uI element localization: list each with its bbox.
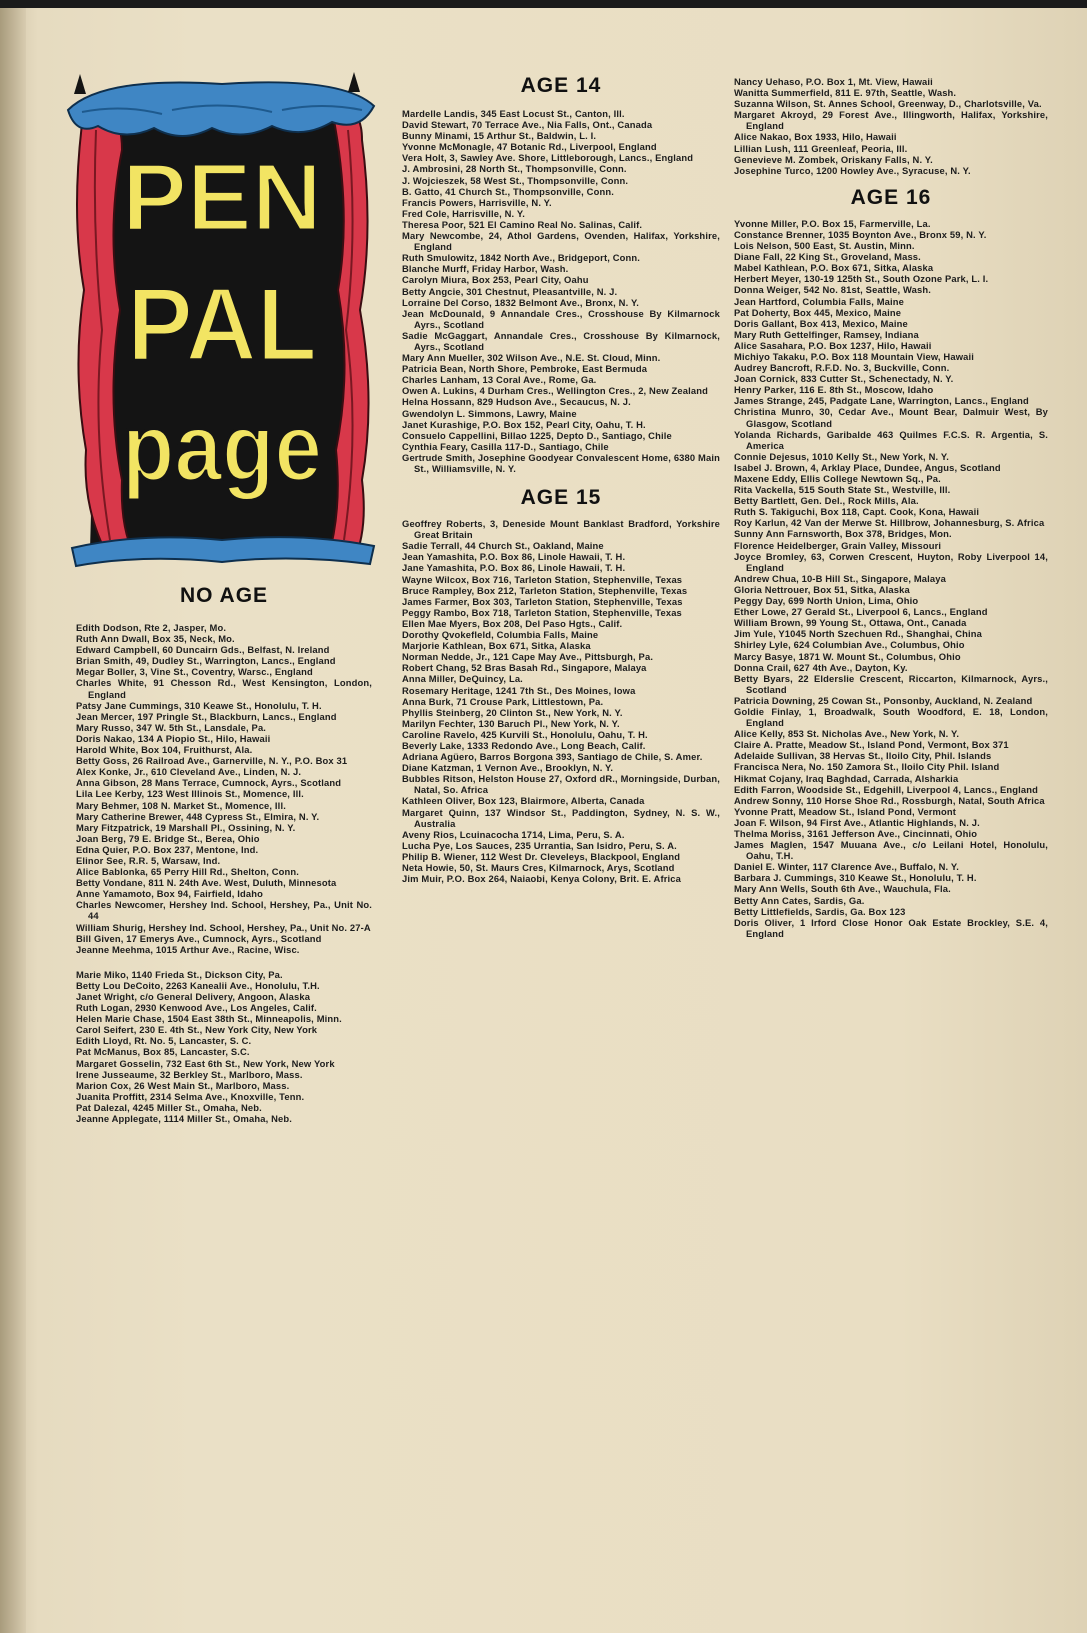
pen-pal-entry: Edna Quier, P.O. Box 237, Mentone, Ind. — [76, 843, 259, 855]
pen-pal-entry: Anne Yamamoto, Box 94, Fairfield, Idaho — [76, 888, 263, 900]
pen-pal-entry: Gertrude Smith, Josephine Goodyear Convalescent Home, 6380 Main St., Williamsville, N. Y. — [402, 451, 720, 474]
pen-pal-entry: Betty Ann Cates, Sardis, Ga. — [734, 894, 865, 906]
pen-pal-entry: Aveny Rios, Lcuinacocha 1714, Lima, Peru, S. A. — [402, 828, 625, 840]
pen-pal-entry: Juanita Proffitt, 2314 Selma Ave., Knoxville, Tenn. — [76, 1090, 305, 1102]
pen-pal-entry: Helen Marie Chase, 1504 East 38th St., Minneapolis, Minn. — [76, 1013, 342, 1025]
pen-pal-entry: Ellen Mae Myers, Box 208, Del Paso Hgts., Calif. — [402, 617, 623, 629]
pen-pal-entry: Yvonne McMonagle, 47 Botanic Rd., Liverpool, England — [402, 141, 657, 153]
pen-pal-entry: Brian Smith, 49, Dudley St., Warrington, Lancs., England — [76, 655, 336, 667]
pen-pal-entry: Janet Kurashige, P.O. Box 152, Pearl City, Oahu, T. H. — [402, 418, 646, 430]
pen-pal-entry: Jeanne Meehma, 1015 Arthur Ave., Racine, Wisc. — [76, 943, 300, 955]
list-no-age-continued — [76, 969, 372, 1124]
pen-pal-entry: Kathleen Oliver, Box 123, Blairmore, Alberta, Canada — [402, 795, 645, 807]
pen-pal-entry: Andrew Chua, 10-B Hill St., Singapore, Malaya — [734, 572, 947, 584]
pen-pal-entry: William Brown, 99 Young St., Ottawa, Ont., Canada — [734, 617, 967, 629]
list-age-16 — [734, 218, 1048, 939]
pen-pal-entry: Shirley Lyle, 624 Columbian Ave., Columbus, Ohio — [734, 639, 965, 651]
pen-pal-entry: Henry Parker, 116 E. 8th St., Moscow, Idaho — [734, 384, 934, 396]
pen-pal-entry: Elinor See, R.R. 5, Warsaw, Ind. — [76, 854, 221, 866]
column-1 — [76, 0, 372, 1124]
pen-pal-entry: Lucha Pye, Los Sauces, 235 Urrantia, San Isidro, Peru, S. A. — [402, 839, 677, 851]
pen-pal-entry: Jim Muir, P.O. Box 264, Naiaobi, Kenya Colony, Brit. E. Africa — [402, 873, 681, 885]
pen-pal-entry: Hikmat Cojany, Iraq Baghdad, Carrada, Alsharkia — [734, 772, 959, 784]
pen-pal-entry: Lorraine Del Corso, 1832 Belmont Ave., Bronx, N. Y. — [402, 296, 640, 308]
pen-pal-entry: Theresa Poor, 521 El Camino Real No. Salinas, Calif. — [402, 218, 643, 230]
pen-pal-entry: J. Wojcieszek, 58 West St., Thompsonville, Conn. — [402, 174, 629, 186]
pen-pal-entry: Francisca Nera, No. 150 Zamora St., Iloilo City Phil. Island — [734, 761, 1000, 773]
pen-pal-entry: Patricia Downing, 25 Cowan St., Ponsonby, Auckland, N. Zealand — [734, 694, 1033, 706]
pen-pal-entry: Betty Goss, 26 Railroad Ave., Garnerville, N. Y., P.O. Box 31 — [76, 755, 348, 767]
pen-pal-entry: Daniel E. Winter, 117 Clarence Ave., Buffalo, N. Y. — [734, 861, 960, 873]
heading-no-age: NO AGE — [179, 584, 269, 607]
pen-pal-entry: Harold White, Box 104, Fruithurst, Ala. — [76, 744, 253, 756]
pen-pal-entry: Pat Doherty, Box 445, Mexico, Maine — [734, 306, 902, 318]
pen-pal-entry: Mary Behmer, 108 N. Market St., Momence, Ill. — [76, 799, 286, 811]
pen-pal-entry: Phyllis Steinberg, 20 Clinton St., New York, N. Y. — [402, 706, 623, 718]
pen-pal-entry: J. Ambrosini, 28 North St., Thompsonville, Conn. — [402, 163, 627, 175]
pen-pal-entry: Patsy Jane Cummings, 310 Keawe St., Honolulu, T. H. — [76, 699, 322, 711]
list-age-15-continued — [734, 76, 1048, 176]
pen-pal-entry: Mardelle Landis, 345 East Locust St., Canton, Ill. — [402, 108, 625, 119]
pen-pal-entry: Connie Dejesus, 1010 Kelly St., New York, N. Y. — [734, 450, 949, 462]
pen-pal-entry: Mary Fitzpatrick, 19 Marshall Pl., Ossining, N. Y. — [76, 821, 296, 833]
pen-pal-entry: Marjorie Kathlean, Box 671, Sitka, Alaska — [402, 640, 591, 652]
pen-pal-entry: Donna Weiger, 542 No. 81st, Seattle, Wash. — [734, 284, 931, 296]
pen-pal-entry: Thelma Moriss, 3161 Jefferson Ave., Cincinnati, Ohio — [734, 828, 978, 839]
pen-pal-entry: Herbert Meyer, 130-19 125th St., South Ozone Park, L. I. — [734, 273, 989, 285]
pen-pal-entry: Florence Heidelberger, Grain Valley, Missouri — [734, 539, 942, 551]
pen-pal-entry: Mary Catherine Brewer, 448 Cypress St., Elmira, N. Y. — [76, 810, 320, 822]
pen-pal-entry: Bruce Rampley, Box 212, Tarleton Station, Stephenville, Texas — [402, 584, 688, 596]
pen-pal-entry: Megar Boller, 3, Vine St., Coventry, Warsc., England — [76, 666, 313, 678]
pen-pal-entry: Alice Kelly, 853 St. Nicholas Ave., New York, N. Y. — [734, 728, 960, 740]
pen-pal-entry: Rita Vackella, 515 South State St., Westville, Ill. — [734, 484, 951, 496]
pen-pal-entry: Edith Dodson, Rte 2, Jasper, Mo. — [76, 622, 227, 633]
pen-pal-entry: Betty Byars, 22 Elderslie Crescent, Riccarton, Kilmarnock, Ayrs., Scotland — [734, 672, 1048, 695]
pen-pal-entry: Jean Hartford, Columbia Falls, Maine — [734, 295, 905, 307]
pen-pal-entry: Christina Munro, 30, Cedar Ave., Mount Bear, Dalmuir West, By Glasgow, Scotland — [734, 406, 1048, 429]
pen-pal-entry: Josephine Turco, 1200 Howley Ave., Syracuse, N. Y. — [734, 164, 971, 176]
pen-pal-entry: Ruth Logan, 2930 Kenwood Ave., Los Angeles, Calif. — [76, 1002, 317, 1014]
pen-pal-entry: Marion Cox, 26 West Main St., Marlboro, Mass. — [76, 1079, 290, 1091]
pen-pal-entry: Mary Russo, 347 W. 5th St., Lansdale, Pa. — [76, 721, 267, 733]
pen-pal-entry: Betty Littlefields, Sardis, Ga. Box 123 — [734, 905, 906, 917]
pen-pal-entry: Barbara J. Cummings, 310 Keawe St., Honolulu, T. H. — [734, 872, 977, 884]
pen-pal-entry: Alice Nakao, Box 1933, Hilo, Hawaii — [734, 131, 897, 143]
pen-pal-entry: Betty Vondane, 811 N. 24th Ave. West, Duluth, Minnesota — [76, 877, 337, 889]
pen-pal-entry: Rosemary Heritage, 1241 7th St., Des Moines, Iowa — [402, 684, 636, 696]
pen-pal-entry: Francis Powers, Harrisville, N. Y. — [402, 196, 552, 208]
pen-pal-entry: Anna Gibson, 28 Mans Terrace, Cumnock, Ayrs., Scotland — [76, 777, 342, 789]
pen-pal-entry: Joyce Bromley, 63, Corwen Crescent, Huyton, Roby Liverpool 14, England — [734, 550, 1048, 573]
pen-pal-entry: Yolanda Richards, Garibalde 463 Quilmes F.C.S. R. Argentia, S. America — [734, 428, 1048, 451]
pen-pal-entry: Janet Wright, c/o General Delivery, Angoon, Alaska — [76, 991, 311, 1002]
heading-age-14: AGE 14 — [520, 74, 602, 97]
pen-pal-entry: Beverly Lake, 1333 Redondo Ave., Long Beach, Calif. — [402, 739, 646, 751]
pen-pal-entry: Doris Gallant, Box 413, Mexico, Maine — [734, 317, 908, 329]
pen-pal-entry: Adriana Agüero, Barros Borgona 393, Santiago de Chile, S. Amer. — [402, 751, 703, 763]
pen-pal-entry: Mary Ruth Gettelfinger, Ramsey, Indiana — [734, 328, 919, 340]
pen-pal-entry: Diane Fall, 22 King St., Groveland, Mass. — [734, 251, 921, 263]
pen-pal-entry: Patricia Bean, North Shore, Pembroke, East Bermuda — [402, 363, 648, 375]
pen-pal-entry: Isabel J. Brown, 4, Arklay Place, Dundee, Angus, Scotland — [734, 461, 1001, 473]
pen-pal-entry: Jean Yamashita, P.O. Box 86, Linole Hawaii, T. H. — [402, 551, 626, 563]
pen-pal-entry: Charles Newcomer, Hershey Ind. School, Hershey, Pa., Unit No. 44 — [76, 899, 372, 922]
pen-pal-entry: Charles Lanham, 13 Coral Ave., Rome, Ga. — [402, 374, 597, 386]
logo-word-pal: PAL — [127, 267, 317, 383]
pen-pal-entry: Charles White, 91 Chesson Rd., West Kensington, London, England — [76, 677, 372, 700]
pen-pal-entry: Ether Lowe, 27 Gerald St., Liverpool 6, Lancs., England — [734, 606, 988, 618]
pen-pal-entry: Mabel Kathlean, P.O. Box 671, Sitka, Alaska — [734, 262, 934, 274]
pen-pal-entry: Robert Chang, 52 Bras Basah Rd., Singapore, Malaya — [402, 662, 647, 674]
pen-pal-entry: Pat McManus, Box 85, Lancaster, S.C. — [76, 1046, 250, 1058]
pen-pal-entry: Goldie Finlay, 1, Broadwalk, South Woodford, E. 18, London, England — [734, 705, 1048, 729]
pen-pal-entry: Philip B. Wiener, 112 West Dr. Cleveleys, Blackpool, England — [402, 850, 681, 862]
pen-pal-entry: Roy Karlun, 42 Van der Merwe St. Hillbrow, Johannesburg, S. Africa — [734, 517, 1045, 529]
pen-pal-entry: Jean Mercer, 197 Pringle St., Blackburn, Lancs., England — [76, 710, 337, 722]
pen-pal-entry: Jeanne Applegate, 1114 Miller St., Omaha, Neb. — [76, 1113, 293, 1125]
pen-pal-entry: Audrey Bancroft, R.F.D. No. 3, Buckville, Conn. — [734, 362, 950, 374]
pen-pal-entry: Constance Brenner, 1035 Boynton Ave., Bronx 59, N. Y. — [734, 228, 987, 240]
pen-pal-entry: Gwendolyn L. Simmons, Lawry, Maine — [402, 407, 577, 419]
pen-pal-entry: Joan Berg, 79 E. Bridge St., Berea, Ohio — [76, 832, 260, 844]
pen-pal-entry: Betty Angcie, 301 Chestnut, Pleasantville, N. J. — [402, 285, 618, 297]
pen-pal-entry: Peggy Rambo, Box 718, Tarleton Station, Stephenville, Texas — [402, 606, 682, 618]
pen-pal-entry: Jim Yule, Y1045 North Szechuen Rd., Shanghai, China — [734, 628, 982, 640]
pen-pal-entry: Alice Sasahara, P.O. Box 1237, Hilo, Hawaii — [734, 339, 932, 351]
pen-pal-entry: Maxene Eddy, Ellis College Newtown Sq., Pa. — [734, 473, 941, 484]
list-age-14 — [402, 108, 720, 474]
pen-pal-entry: Consuelo Cappellini, Billao 1225, Depto D., Santiago, Chile — [402, 429, 672, 441]
pen-pal-entry: Diane Katzman, 1 Vernon Ave., Brooklyn, N. Y. — [402, 762, 614, 774]
pen-pal-entry: Mary Ann Wells, South 6th Ave., Wauchula, Fla. — [734, 883, 951, 895]
pen-pal-entry: Bunny Minami, 15 Arthur St., Baldwin, L. I. — [402, 130, 597, 142]
pen-pal-entry: Wayne Wilcox, Box 716, Tarleton Station, Stephenville, Texas — [402, 573, 683, 585]
pen-pal-entry: Lila Lee Kerby, 123 West Illinois St., Momence, Ill. — [76, 788, 304, 800]
pen-pal-entry: Owen A. Lukins, 4 Durham Cres., Wellington Cres., 2, New Zealand — [402, 385, 709, 397]
pen-pal-entry: Pat Dalezal, 4245 Miller St., Omaha, Neb. — [76, 1101, 262, 1113]
pen-pal-entry: Doris Nakao, 134 A Piopio St., Hilo, Hawaii — [76, 732, 271, 744]
pen-pal-entry: James Maglen, 1547 Muuana Ave., c/o Leilani Hotel, Honolulu, Oahu, T.H. — [734, 839, 1048, 862]
pen-pal-entry: Marcy Basye, 1871 W. Mount St., Columbus, Ohio — [734, 650, 961, 662]
pen-pal-entry: Carol Seifert, 230 E. 4th St., New York City, New York — [76, 1024, 318, 1036]
pen-pal-entry: Ruth Ann Dwall, Box 35, Neck, Mo. — [76, 633, 235, 645]
pen-pal-entry: Sadie McGaggart, Annandale Cres., Crosshouse By Kilmarnock, Ayrs., Scotland — [402, 329, 720, 352]
pen-pal-entry: Geoffrey Roberts, 3, Deneside Mount Banklast Bradford, Yorkshire Great Britain — [402, 518, 720, 541]
logo-word-page: page — [122, 394, 322, 501]
column-2 — [402, 0, 720, 884]
pen-pal-entry: Edith Lloyd, Rt. No. 5, Lancaster, S. C. — [76, 1035, 252, 1047]
pen-pal-entry: Edith Farron, Woodside St., Edgehill, Liverpool 4, Lancs., England — [734, 783, 1039, 795]
pen-pal-entry: James Farmer, Box 303, Tarleton Station, Stephenville, Texas — [402, 595, 683, 607]
pen-pal-entry: Neta Howie, 50, St. Maurs Cres, Kilmarnock, Arys, Scotland — [402, 862, 675, 873]
pen-pal-entry: Adelaide Sullivan, 38 Hervas St., Iloilo City, Phil. Islands — [734, 750, 992, 762]
list-no-age — [76, 622, 372, 955]
pen-pal-entry: Anna Miller, DeQuincy, La. — [402, 673, 523, 685]
pen-pal-entry: Norman Nedde, Jr., 121 Cape May Ave., Pittsburgh, Pa. — [402, 651, 654, 663]
pen-pal-entry: Nancy Uehaso, P.O. Box 1, Mt. View, Hawaii — [734, 76, 933, 87]
pen-pal-entry: Joan F. Wilson, 94 First Ave., Atlantic Highlands, N. J. — [734, 816, 980, 828]
pen-pal-entry: Bubbles Ritson, Helston House 27, Oxford dR., Morningside, Durban, Natal, So. Africa — [402, 773, 720, 796]
pen-pal-entry: Betty Bartlett, Gen. Del., Rock Mills, Ala. — [734, 495, 919, 507]
pen-pal-entry: William Shurig, Hershey Ind. School, Hershey, Pa., Unit No. 27-A — [76, 921, 371, 933]
pen-pal-entry: David Stewart, 70 Terrace Ave., Nia Falls, Ont., Canada — [402, 119, 653, 131]
pen-pal-entry: Gloria Nettrouer, Box 51, Sitka, Alaska — [734, 583, 910, 595]
column-3 — [734, 0, 1048, 939]
pen-pal-entry: Yvonne Miller, P.O. Box 15, Farmerville, La. — [734, 217, 931, 229]
pen-pal-entry: Ruth Smulowitz, 1842 North Ave., Bridgeport, Conn. — [402, 252, 641, 264]
pen-pal-entry: Margaret Quinn, 137 Windsor St., Paddington, Sydney, N. S. W., Australia — [402, 806, 720, 829]
pen-pal-entry: Marie Miko, 1140 Frieda St., Dickson City, Pa. — [76, 968, 283, 980]
pen-pal-entry: Dorothy Qvokefleld, Columbia Falls, Maine — [402, 629, 599, 641]
pen-pal-entry: Jean McDounald, 9 Annandale Cres., Crosshouse By Kilmarnock Ayrs., Scotland — [402, 307, 720, 330]
pen-pal-entry: Donna Crail, 627 4th Ave., Dayton, Ky. — [734, 661, 908, 673]
pen-pal-entry: Cynthia Feary, Casilla 117-D., Santiago, Chile — [402, 440, 609, 452]
pen-pal-entry: B. Gatto, 41 Church St., Thompsonville, Conn. — [402, 185, 614, 197]
pen-pal-entry: Lois Nelson, 500 East, St. Austin, Minn. — [734, 240, 915, 252]
pen-pal-entry: Mary Newcombe, 24, Athol Gardens, Ovenden, Halifax, Yorkshire, England — [402, 230, 720, 253]
logo-word-pen: PEN — [122, 144, 322, 251]
pen-pal-entry: Jane Yamashita, P.O. Box 86, Linole Hawaii, T. H. — [402, 562, 626, 574]
list-age-15 — [402, 518, 720, 884]
pen-pal-entry: Helna Hossann, 829 Hudson Ave., Secaucus, N. J. — [402, 396, 631, 408]
pen-pal-entry: Caroline Ravelo, 425 Kurvili St., Honolulu, Oahu, T. H. — [402, 728, 648, 740]
pen-pal-entry: Wanitta Summerfield, 811 E. 97th, Seattle, Wash. — [734, 87, 957, 99]
pen-pal-entry: Lillian Lush, 111 Greenleaf, Peoria, Ill. — [734, 142, 908, 154]
pen-pal-entry: Vera Holt, 3, Sawley Ave. Shore, Littleborough, Lancs., England — [402, 152, 694, 164]
pen-pal-entry: Joan Cornick, 833 Cutter St., Schenectady, N. Y. — [734, 373, 954, 385]
pen-pal-entry: Alice Bablonka, 65 Perry Hill Rd., Shelton, Conn. — [76, 866, 300, 878]
pen-pal-entry: Andrew Sonny, 110 Horse Shoe Rd., Rossburgh, Natal, South Africa — [734, 794, 1045, 806]
pen-pal-entry: Margaret Akroyd, 29 Forest Ave., Illingworth, Halifax, Yorkshire, England — [734, 109, 1048, 132]
pen-pal-entry: Blanche Murff, Friday Harbor, Wash. — [402, 263, 569, 275]
pen-pal-entry: Alex Konke, Jr., 610 Cleveland Ave., Linden, N. J. — [76, 766, 302, 778]
pen-pal-entry: Sunny Ann Farnsworth, Box 378, Bridges, Mon. — [734, 528, 952, 540]
pen-pal-entry: Margaret Gosselin, 732 East 6th St., New York, New York — [76, 1057, 335, 1069]
pen-pal-entry: Ruth S. Takiguchi, Box 118, Capt. Cook, Kona, Hawaii — [734, 506, 980, 518]
pen-pal-entry: Peggy Day, 699 North Union, Lima, Ohio — [734, 595, 919, 607]
pen-pal-entry: Suzanna Wilson, St. Annes School, Greenway, D., Charlotsville, Va. — [734, 98, 1042, 110]
heading-age-16: AGE 16 — [850, 185, 932, 209]
pen-pal-entry: Claire A. Pratte, Meadow St., Island Pond, Vermont, Box 371 — [734, 739, 1009, 751]
pen-pal-entry: Marilyn Fechter, 130 Baruch Pl., New York, N. Y. — [402, 717, 620, 729]
pen-pal-entry: Anna Burk, 71 Crouse Park, Littlestown, Pa. — [402, 695, 604, 707]
pen-pal-entry: Mary Ann Mueller, 302 Wilson Ave., N.E. St. Cloud, Minn. — [402, 352, 661, 364]
heading-age-15: AGE 15 — [520, 486, 602, 510]
pen-pal-entry: Doris Oliver, 1 Irford Close Honor Oak Estate Brockley, S.E. 4, England — [734, 916, 1048, 939]
pen-pal-entry: Edward Campbell, 60 Duncairn Gds., Belfast, N. Ireland — [76, 644, 330, 656]
pen-pal-entry: Fred Cole, Harrisville, N. Y. — [402, 207, 525, 219]
pen-pal-entry: Yvonne Pratt, Meadow St., Island Pond, Vermont — [734, 805, 957, 817]
pen-pal-entry: James Strange, 245, Padgate Lane, Warrington, Lancs., England — [734, 395, 1029, 407]
pen-pal-entry: Genevieve M. Zombek, Oriskany Falls, N. Y. — [734, 153, 933, 165]
pen-pal-entry: Bill Given, 17 Emerys Ave., Cumnock, Ayrs., Scotland — [76, 932, 322, 944]
pen-pal-entry: Irene Jusseaume, 32 Berkley St., Marlboro, Mass. — [76, 1068, 303, 1080]
page-gutter — [0, 0, 26, 1633]
pen-pal-entry: Carolyn Miura, Box 253, Pearl City, Oahu — [402, 274, 589, 286]
pen-pal-entry: Sadie Terrall, 44 Church St., Oakland, Maine — [402, 540, 604, 552]
pen-pal-entry: Michiyo Takaku, P.O. Box 118 Mountain View, Hawaii — [734, 350, 975, 362]
pen-pal-entry: Betty Lou DeCoito, 2263 Kanealii Ave., Honolulu, T.H. — [76, 979, 320, 991]
